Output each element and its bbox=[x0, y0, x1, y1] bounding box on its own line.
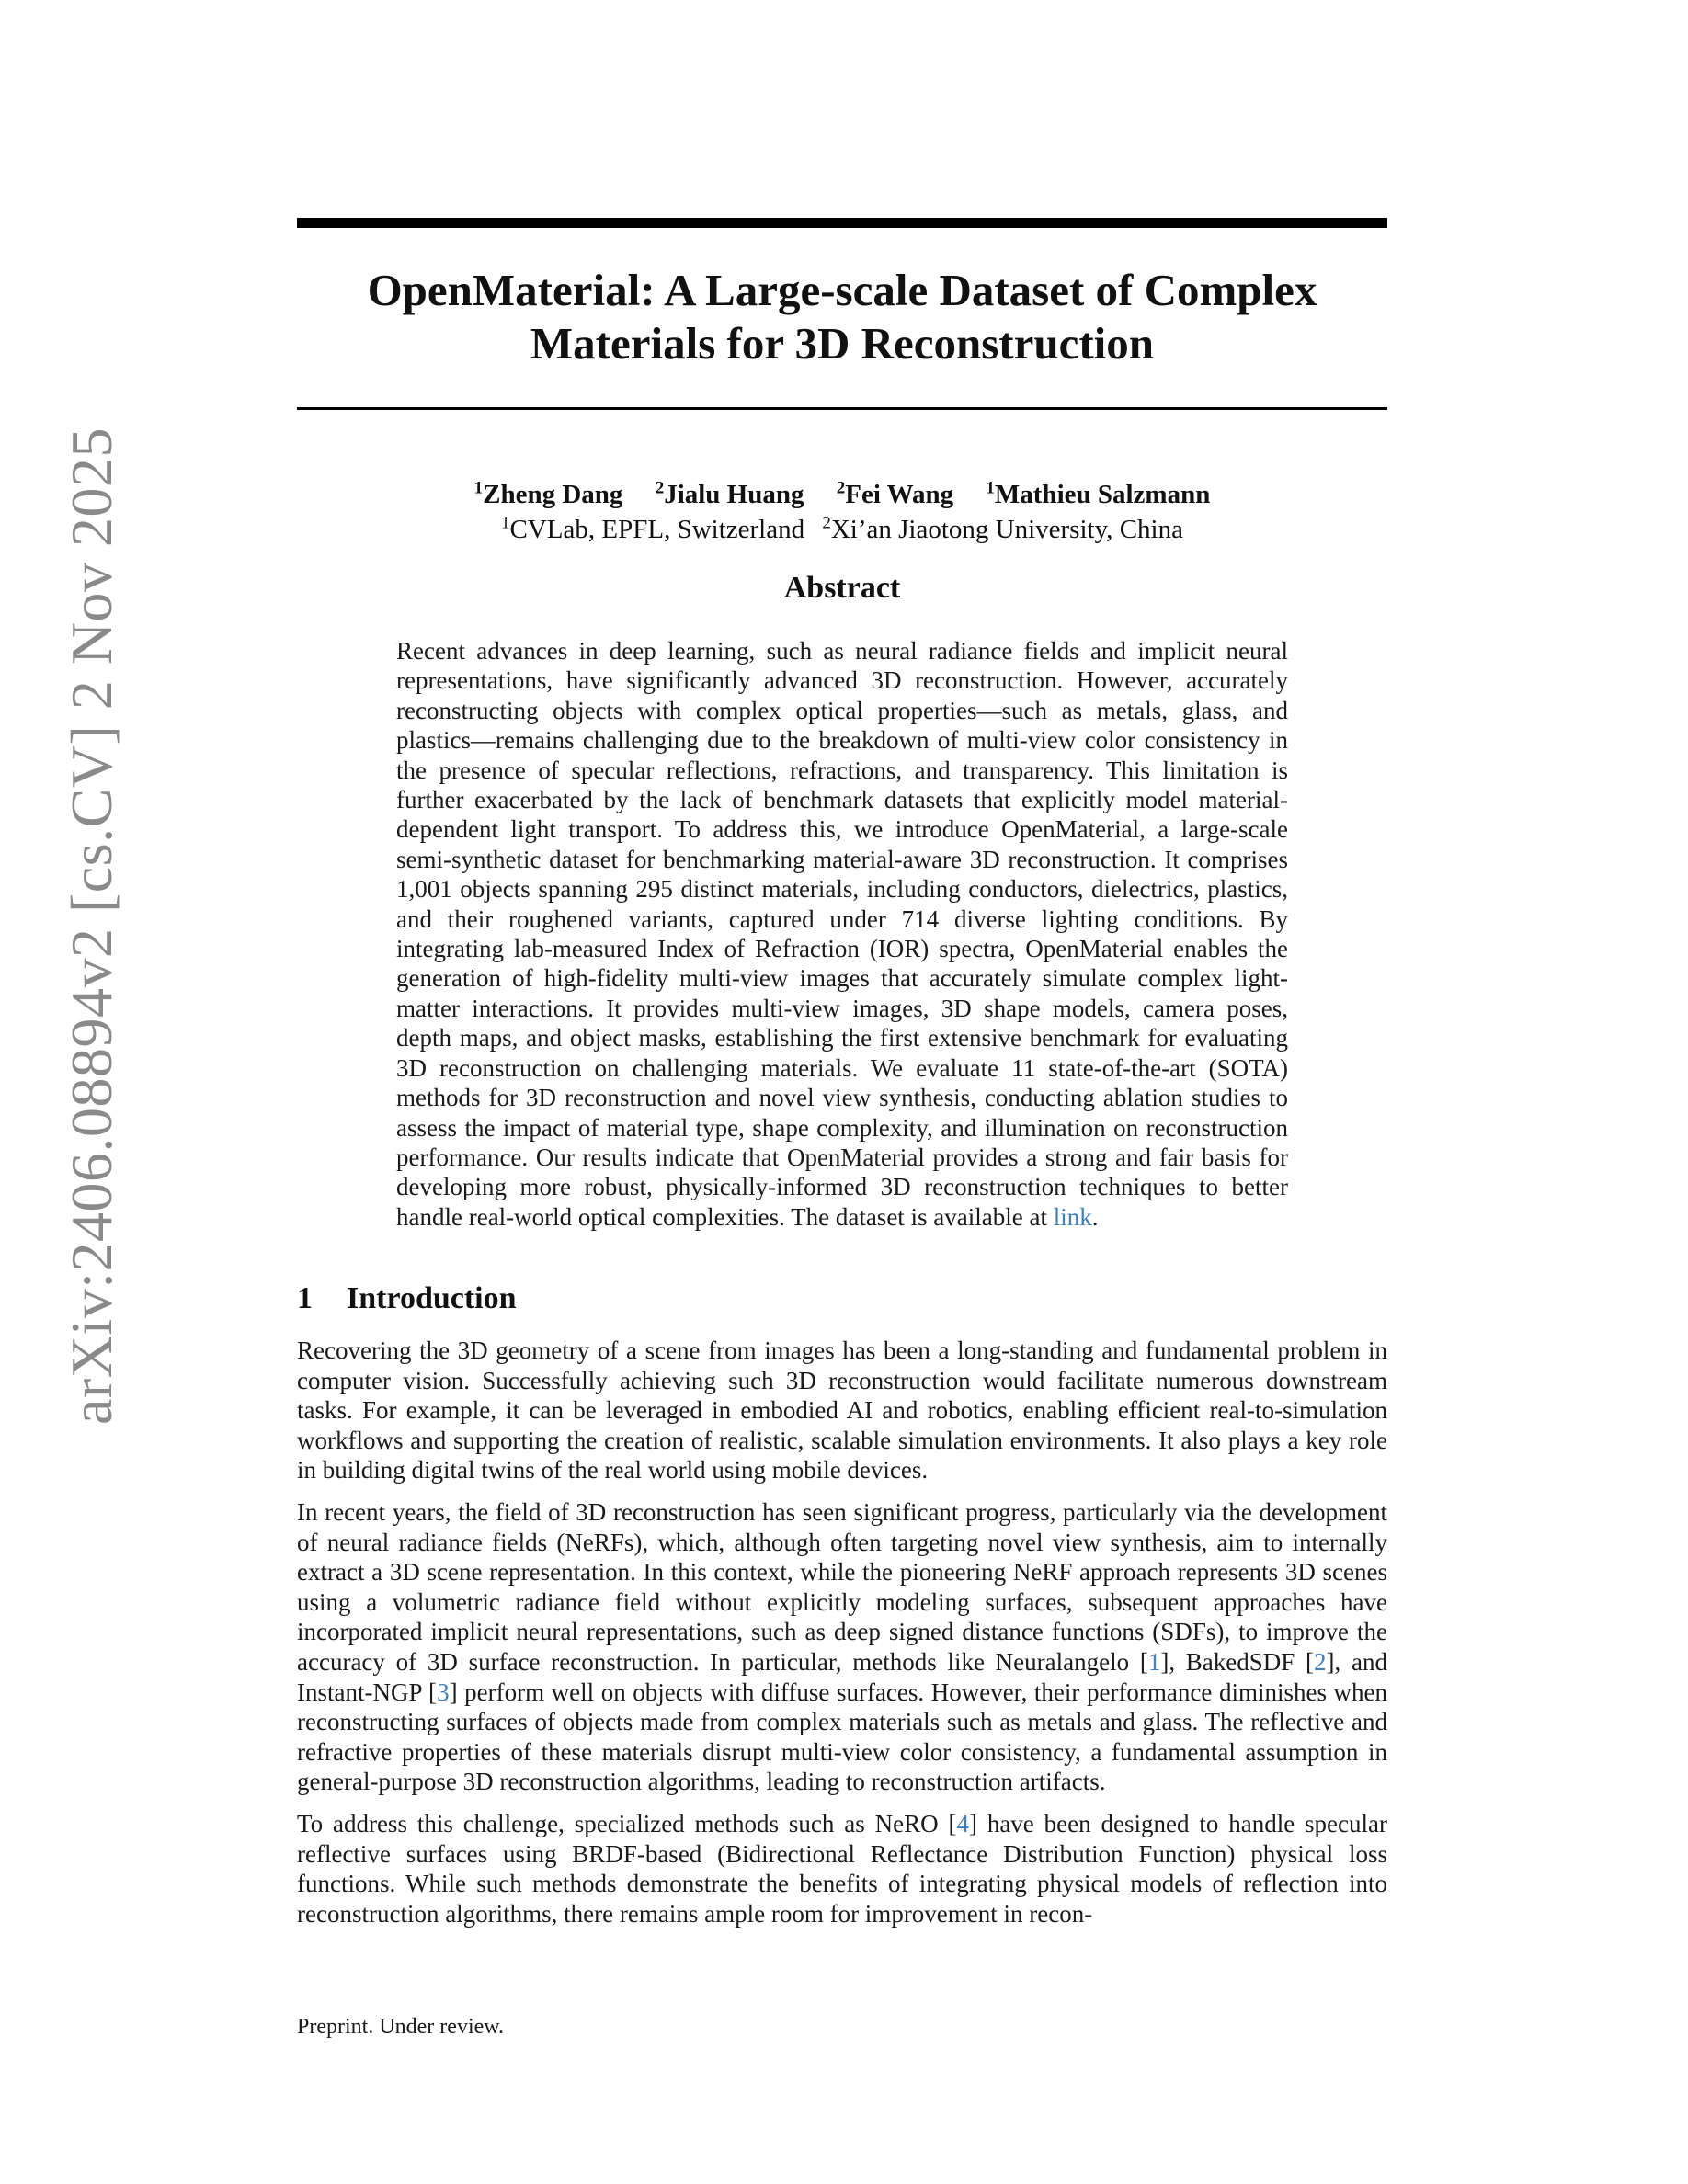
affiliation-name: Xi’an Jiaotong University, China bbox=[830, 515, 1183, 544]
abstract-body bbox=[396, 636, 1288, 1232]
paper-title bbox=[297, 264, 1387, 370]
author-name: Zheng Dang bbox=[483, 480, 623, 509]
author-affil-mark: 2 bbox=[836, 478, 846, 498]
author bbox=[474, 480, 623, 509]
title-line-1: OpenMaterial: A Large-scale Dataset of Complex bbox=[367, 265, 1317, 315]
paragraph-2 bbox=[297, 1497, 1387, 1797]
abstract-heading: Abstract bbox=[783, 571, 901, 605]
paragraph-2-part-b: ], BakedSDF [ bbox=[1160, 1647, 1315, 1676]
citation-link[interactable]: 2 bbox=[1314, 1647, 1327, 1676]
affiliation-mark: 2 bbox=[822, 513, 831, 533]
paragraph-1: Recovering the 3D geometry of a scene from images has been a long-standing and fundamental problem in computer vision. Successfully achieving such 3D reconstruction would facilitate numerous downstream tasks. For example, it can be leveraged in embodied AI and robotics, enabling efficient real-to-simulation workflows and supporting the creation of realistic, scalable simulation environments. It also plays a key role in building digital twins of the real world using mobile devices. bbox=[297, 1337, 1387, 1484]
author bbox=[837, 480, 953, 509]
author-list bbox=[297, 478, 1387, 511]
affiliation bbox=[501, 515, 804, 544]
title-line-2: Materials for 3D Reconstruction bbox=[530, 318, 1155, 369]
title-top-rule bbox=[297, 218, 1387, 228]
paragraph-2-part-d: ] perform well on objects with diffuse surfaces. However, their performance diminishes when reconstructing surfaces of objects made from complex materials such as metals and glass. The reflective and refractive properties of these materials disrupt multi-view color consistency, a fundamental assumption in general-purpose 3D reconstruction algorithms, leading to reconstruction artifacts. bbox=[297, 1678, 1388, 1796]
section-number: 1 bbox=[297, 1281, 313, 1315]
paragraph-3-part-b: ] have been designed to handle specular reflective surfaces using BRDF-based (Bidirectional Reflectance Distribution Function) physical loss functions. While such methods demonstrate the benefits of integrating physical models of reflection into reconstruction algorithms, there remains ample room for improvement in recon- bbox=[297, 1809, 1387, 1928]
preprint-footnote: Preprint. Under review. bbox=[297, 2015, 505, 2039]
author bbox=[656, 480, 804, 509]
affiliation-list bbox=[297, 513, 1387, 546]
abstract-end: . bbox=[1091, 1202, 1099, 1231]
section-heading-introduction bbox=[297, 1280, 517, 1318]
affiliation-name: CVLab, EPFL, Switzerland bbox=[509, 515, 805, 544]
author-name: Fei Wang bbox=[845, 480, 954, 509]
affiliation bbox=[822, 515, 1183, 544]
arxiv-side-stamp: arXiv:2406.08894v2 [cs.CV] 2 Nov 2025 bbox=[59, 427, 124, 1425]
author bbox=[986, 480, 1210, 509]
title-bottom-rule bbox=[297, 407, 1387, 410]
dataset-link[interactable]: link bbox=[1053, 1202, 1092, 1231]
citation-link[interactable]: 4 bbox=[956, 1809, 969, 1837]
paragraph-2-part-a: In recent years, the field of 3D reconstruction has seen significant progress, particularly via the development of neural radiance fields (NeRFs), which, although often targeting novel view synthesis, aim to internally extract a 3D scene representation. In this context, while the pioneering NeRF approach represents 3D scenes using a volumetric radiance field without explicitly modeling surfaces, subsequent approaches have incorporated implicit neural representations, such as deep signed distance functions (SDFs), to improve the accuracy of 3D surface reconstruction. In particular, methods like Neuralangelo [ bbox=[297, 1497, 1387, 1676]
author-name: Mathieu Salzmann bbox=[994, 480, 1211, 509]
author-affil-mark: 2 bbox=[655, 478, 665, 498]
citation-link[interactable]: 3 bbox=[437, 1678, 450, 1706]
author-affil-mark: 1 bbox=[986, 478, 995, 498]
author-name: Jialu Huang bbox=[664, 480, 804, 509]
paragraph-3 bbox=[297, 1809, 1387, 1928]
author-affil-mark: 1 bbox=[473, 478, 484, 498]
affiliation-mark: 1 bbox=[501, 513, 510, 533]
introduction-body bbox=[297, 1336, 1387, 1940]
section-title: Introduction bbox=[347, 1281, 517, 1315]
abstract-text: Recent advances in deep learning, such as neural radiance fields and implicit neural representations, have significantly advanced 3D reconstruction. However, accurately reconstructing objects with complex optical properties—such as metals, glass, and plastics—remains challenging due to the breakdown of multi-view color consistency in the presence of specular reflections, refractions, and transparency. This limitation is further exacerbated by the lack of benchmark datasets that explicitly model material-dependent light transport. To address this, we introduce OpenMaterial, a large-scale semi-synthetic dataset for benchmarking material-aware 3D reconstruction. It comprises 1,001 objects spanning 295 distinct materials, including conductors, dielectrics, plastics, and their roughened variants, captured under 714 diverse lighting conditions. By integrating lab-measured Index of Refraction (IOR) spectra, OpenMaterial enables the generation of high-fidelity multi-view images that accurately simulate complex light-matter interactions. It provides multi-view images, 3D shape models, camera poses, depth maps, and object masks, establishing the first extensive benchmark for evaluating 3D reconstruction on challenging materials. We evaluate 11 state-of-the-art (SOTA) methods for 3D reconstruction and novel view synthesis, conducting ablation studies to assess the impact of material type, shape complexity, and illumination on reconstruction performance. Our results indicate that OpenMaterial provides a strong and fair basis for developing more robust, physically-informed 3D reconstruction techniques to better handle real-world optical complexities. The dataset is available at bbox=[396, 637, 1288, 1231]
citation-link[interactable]: 1 bbox=[1147, 1647, 1161, 1676]
paragraph-2-part-c: ], and Instant-NGP [ bbox=[297, 1647, 1387, 1706]
paragraph-3-part-a: To address this challenge, specialized methods such as NeRO [ bbox=[297, 1809, 957, 1837]
